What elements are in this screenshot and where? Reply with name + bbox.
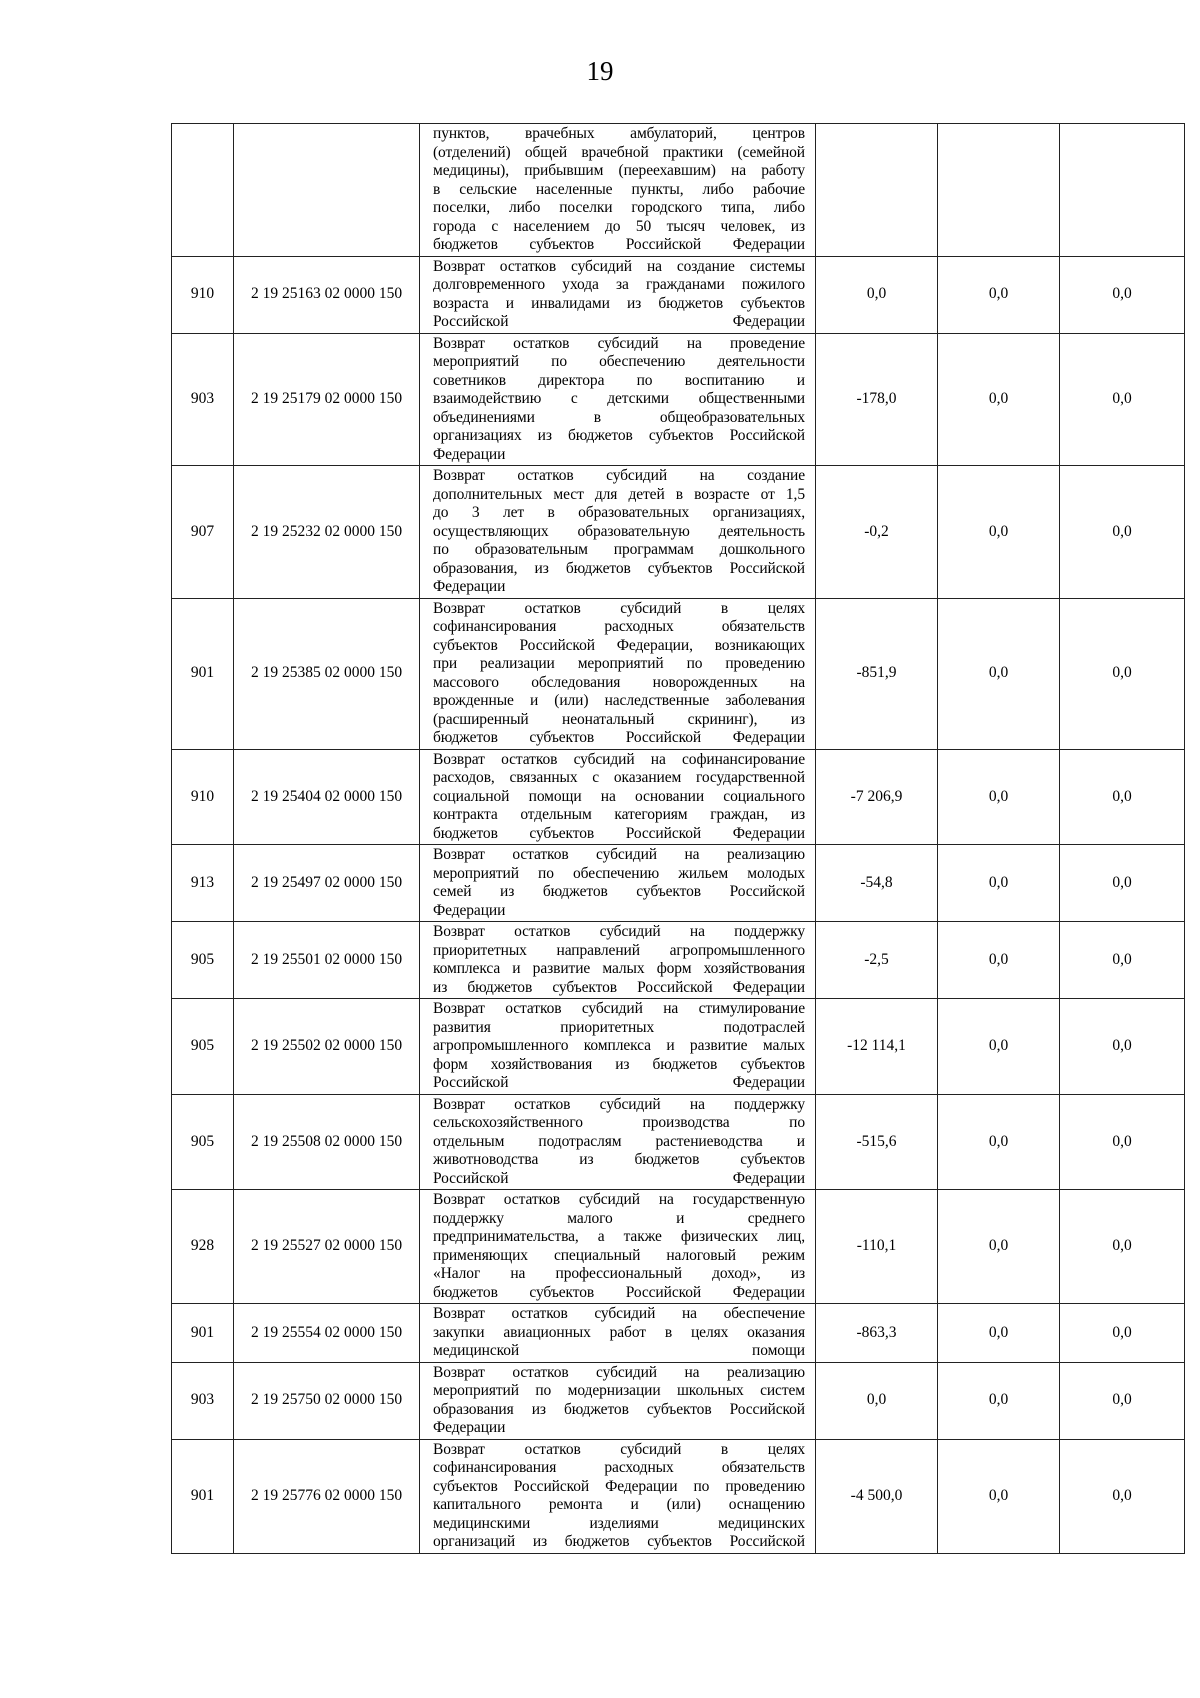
description-line: Возврат остатков субсидий на реализацию [433, 846, 805, 863]
admin-code-cell: 907 [172, 466, 234, 599]
description-line: врожденные и (или) наследственные заболевания [433, 692, 805, 709]
amount-cell-2: 0,0 [938, 922, 1060, 999]
description-cell [420, 333, 816, 466]
table-row [172, 749, 1185, 845]
description-line: капитального ремонта и (или) оснащению [433, 1496, 805, 1513]
description-line: Российской Федерации [433, 1169, 805, 1187]
description-line: отдельным подотраслям растениеводства и [433, 1132, 805, 1150]
description-line: развития приоритетных подотраслей [433, 1018, 805, 1036]
amount-cell-1: -0,2 [816, 466, 938, 599]
description-line: Федерации [433, 578, 506, 595]
admin-code-cell: 905 [172, 999, 234, 1095]
amount-cell-3: 0,0 [1060, 598, 1185, 749]
amount-cell-1: 0,0 [816, 1362, 938, 1439]
description-cell [420, 845, 816, 922]
budget-code-cell: 2 19 25385 02 0000 150 [234, 598, 420, 749]
description-line: Возврат остатков субсидий в целях [433, 599, 805, 617]
description-line: расходов, связанных с оказанием государственной [433, 769, 805, 786]
amount-cell-3: 0,0 [1060, 922, 1185, 999]
description-line: Возврат остатков субсидий на создание системы [433, 257, 805, 275]
description-cell [420, 922, 816, 999]
table-row [172, 1362, 1185, 1439]
description-line: Российской Федерации [433, 313, 805, 330]
budget-code-cell: 2 19 25750 02 0000 150 [234, 1362, 420, 1439]
table-row [172, 1190, 1185, 1304]
budget-code-cell: 2 19 25501 02 0000 150 [234, 922, 420, 999]
description-cell [420, 1439, 816, 1553]
table-row [172, 999, 1185, 1095]
description-line: Федерации [433, 901, 506, 919]
table-row [172, 124, 1185, 257]
description-line: долговременного ухода за гражданами пожилого [433, 276, 805, 293]
description-line: дополнительных мест для детей в возрасте от 1,5 [433, 485, 805, 503]
amount-cell-2: 0,0 [938, 1190, 1060, 1304]
page-number: 19 [586, 56, 614, 86]
admin-code-cell: 901 [172, 1439, 234, 1553]
description-cell [420, 1304, 816, 1363]
table-row [172, 466, 1185, 599]
amount-cell-2: 0,0 [938, 333, 1060, 466]
description-line: сельскохозяйственного производства по [433, 1114, 805, 1131]
description-cell [420, 256, 816, 333]
description-line: (расширенный неонатальный скрининг), из [433, 710, 805, 728]
amount-cell-3: 0,0 [1060, 845, 1185, 922]
budget-code-cell: 2 19 25404 02 0000 150 [234, 749, 420, 845]
description-cell [420, 1094, 816, 1190]
amount-cell-2: 0,0 [938, 845, 1060, 922]
description-cell [420, 749, 816, 845]
amount-cell-2: 0,0 [938, 1094, 1060, 1190]
amount-cell-1 [816, 124, 938, 257]
amount-cell-3: 0,0 [1060, 1362, 1185, 1439]
description-line: поддержку малого и среднего [433, 1209, 805, 1227]
description-line: организациях из бюджетов субъектов Российской [433, 427, 805, 444]
description-line: Российской Федерации [433, 1074, 805, 1091]
admin-code-cell: 910 [172, 256, 234, 333]
amount-cell-3: 0,0 [1060, 1304, 1185, 1363]
amount-cell-3: 0,0 [1060, 999, 1185, 1095]
amount-cell-1: -178,0 [816, 333, 938, 466]
description-line: возраста и инвалидами из бюджетов субъектов [433, 294, 805, 312]
description-line: Возврат остатков субсидий на поддержку [433, 923, 805, 940]
amount-cell-1: -4 500,0 [816, 1439, 938, 1553]
admin-code-cell: 903 [172, 1362, 234, 1439]
description-cell [420, 466, 816, 599]
amount-cell-1: 0,0 [816, 256, 938, 333]
admin-code-cell: 901 [172, 1304, 234, 1363]
description-line: поселки, либо поселки городского типа, либо [433, 199, 805, 216]
description-line: медицинской помощи [433, 1342, 805, 1359]
description-line: применяющих специальный налоговый режим [433, 1246, 805, 1264]
table-row [172, 1304, 1185, 1363]
description-line: при реализации мероприятий по проведению [433, 655, 805, 672]
budget-table-body [172, 124, 1185, 1554]
budget-code-cell: 2 19 25502 02 0000 150 [234, 999, 420, 1095]
description-line: предпринимательства, а также физических лиц, [433, 1228, 805, 1245]
description-line: субъектов Российской Федерации, возникающих [433, 636, 805, 654]
budget-code-cell: 2 19 25554 02 0000 150 [234, 1304, 420, 1363]
amount-cell-3: 0,0 [1060, 466, 1185, 599]
description-line: массового обследования новорожденных на [433, 673, 805, 691]
amount-cell-3: 0,0 [1060, 1439, 1185, 1553]
description-line: осуществляющих образовательную деятельность [433, 522, 805, 540]
description-line: закупки авиационных работ в целях оказания [433, 1323, 805, 1341]
amount-cell-3: 0,0 [1060, 1094, 1185, 1190]
description-line: социальной помощи на основании социального [433, 787, 805, 805]
budget-code-cell: 2 19 25179 02 0000 150 [234, 333, 420, 466]
description-line: форм хозяйствования из бюджетов субъектов [433, 1055, 805, 1073]
admin-code-cell: 928 [172, 1190, 234, 1304]
description-line: города с населением до 50 тысяч человек, из [433, 217, 805, 235]
admin-code-cell: 905 [172, 922, 234, 999]
description-line: софинансирования расходных обязательств [433, 1459, 805, 1476]
description-line: пунктов, врачебных амбулаторий, центров [433, 125, 805, 142]
amount-cell-2: 0,0 [938, 1362, 1060, 1439]
description-line: бюджетов субъектов Российской Федерации [433, 729, 805, 746]
amount-cell-3: 0,0 [1060, 1190, 1185, 1304]
admin-code-cell: 901 [172, 598, 234, 749]
description-line: агропромышленного комплекса и развитие малых [433, 1037, 805, 1054]
admin-code-cell: 910 [172, 749, 234, 845]
description-line: Возврат остатков субсидий на стимулирование [433, 1000, 805, 1017]
amount-cell-2: 0,0 [938, 749, 1060, 845]
amount-cell-3: 0,0 [1060, 749, 1185, 845]
description-line: образования, из бюджетов субъектов Российской [433, 559, 805, 577]
description-line: медицины), прибывшим (переехавшим) на работу [433, 162, 805, 179]
amount-cell-1: -851,9 [816, 598, 938, 749]
description-line: из бюджетов субъектов Российской Федерации [433, 978, 805, 996]
admin-code-cell: 913 [172, 845, 234, 922]
description-line: Возврат остатков субсидий на проведение [433, 334, 805, 352]
table-row [172, 598, 1185, 749]
amount-cell-3 [1060, 124, 1185, 257]
amount-cell-3: 0,0 [1060, 256, 1185, 333]
amount-cell-1: -515,6 [816, 1094, 938, 1190]
budget-code-cell: 2 19 25776 02 0000 150 [234, 1439, 420, 1553]
table-row [172, 1439, 1185, 1553]
description-line: медицинскими изделиями медицинских [433, 1514, 805, 1532]
description-line: объединениями в общеобразовательных [433, 408, 805, 426]
description-line: Возврат остатков субсидий на поддержку [433, 1095, 805, 1113]
admin-code-cell [172, 124, 234, 257]
amount-cell-2: 0,0 [938, 466, 1060, 599]
budget-code-cell: 2 19 25232 02 0000 150 [234, 466, 420, 599]
budget-code-cell [234, 124, 420, 257]
admin-code-cell: 903 [172, 333, 234, 466]
table-row [172, 922, 1185, 999]
budget-code-cell: 2 19 25497 02 0000 150 [234, 845, 420, 922]
description-line: взаимодействию с детскими общественными [433, 390, 805, 407]
description-line: семей из бюджетов субъектов Российской [433, 883, 805, 900]
amount-cell-1: -54,8 [816, 845, 938, 922]
amount-cell-1: -863,3 [816, 1304, 938, 1363]
description-line: субъектов Российской Федерации по проведению [433, 1477, 805, 1495]
budget-code-cell: 2 19 25527 02 0000 150 [234, 1190, 420, 1304]
budget-code-cell: 2 19 25508 02 0000 150 [234, 1094, 420, 1190]
amount-cell-2: 0,0 [938, 598, 1060, 749]
table-row [172, 256, 1185, 333]
amount-cell-2: 0,0 [938, 1304, 1060, 1363]
amount-cell-2 [938, 124, 1060, 257]
description-line: до 3 лет в образовательных организациях, [433, 504, 805, 521]
budget-table [171, 123, 1185, 1554]
description-line: софинансирования расходных обязательств [433, 618, 805, 635]
description-line: Возврат остатков субсидий в целях [433, 1440, 805, 1458]
description-line: контракта отдельным категориям граждан, из [433, 806, 805, 823]
description-line: животноводства из бюджетов субъектов [433, 1151, 805, 1168]
table-row [172, 1094, 1185, 1190]
description-cell [420, 124, 816, 257]
description-line: Федерации [433, 1419, 506, 1436]
description-line: мероприятий по обеспечению деятельности [433, 353, 805, 370]
description-line: бюджетов субъектов Российской Федерации [433, 236, 805, 253]
table-row [172, 333, 1185, 466]
description-line: мероприятий по обеспечению жильем молодых [433, 864, 805, 882]
description-line: бюджетов субъектов Российской Федерации [433, 1283, 805, 1301]
table-row [172, 845, 1185, 922]
amount-cell-2: 0,0 [938, 1439, 1060, 1553]
description-line: Возврат остатков субсидий на реализацию [433, 1363, 805, 1381]
description-cell [420, 598, 816, 749]
description-line: по образовательным программам дошкольного [433, 541, 805, 558]
description-line: мероприятий по модернизации школьных систем [433, 1382, 805, 1399]
description-line: советников директора по воспитанию и [433, 371, 805, 389]
amount-cell-2: 0,0 [938, 256, 1060, 333]
description-cell [420, 1362, 816, 1439]
admin-code-cell: 905 [172, 1094, 234, 1190]
description-line: Возврат остатков субсидий на государственную [433, 1191, 805, 1208]
description-cell [420, 999, 816, 1095]
description-line: «Налог на профессиональный доход», из [433, 1265, 805, 1282]
amount-cell-1: -2,5 [816, 922, 938, 999]
description-line: приоритетных направлений агропромышленного [433, 941, 805, 959]
description-line: в сельские населенные пункты, либо рабочие [433, 180, 805, 198]
description-line: (отделений) общей врачебной практики (семейной [433, 143, 805, 161]
amount-cell-2: 0,0 [938, 999, 1060, 1095]
description-line: организаций из бюджетов субъектов Российской [433, 1533, 805, 1550]
amount-cell-1: -12 114,1 [816, 999, 938, 1095]
amount-cell-1: -7 206,9 [816, 749, 938, 845]
description-line: Возврат остатков субсидий на обеспечение [433, 1305, 805, 1322]
description-line: Возврат остатков субсидий на софинансирование [433, 750, 805, 768]
description-line: Возврат остатков субсидий на создание [433, 467, 805, 484]
description-line: комплекса и развитие малых форм хозяйствования [433, 960, 805, 977]
description-line: Федерации [433, 445, 506, 463]
description-cell [420, 1190, 816, 1304]
description-line: образования из бюджетов субъектов Российской [433, 1400, 805, 1418]
amount-cell-1: -110,1 [816, 1190, 938, 1304]
description-line: бюджетов субъектов Российской Федерации [433, 824, 805, 842]
budget-code-cell: 2 19 25163 02 0000 150 [234, 256, 420, 333]
amount-cell-3: 0,0 [1060, 333, 1185, 466]
